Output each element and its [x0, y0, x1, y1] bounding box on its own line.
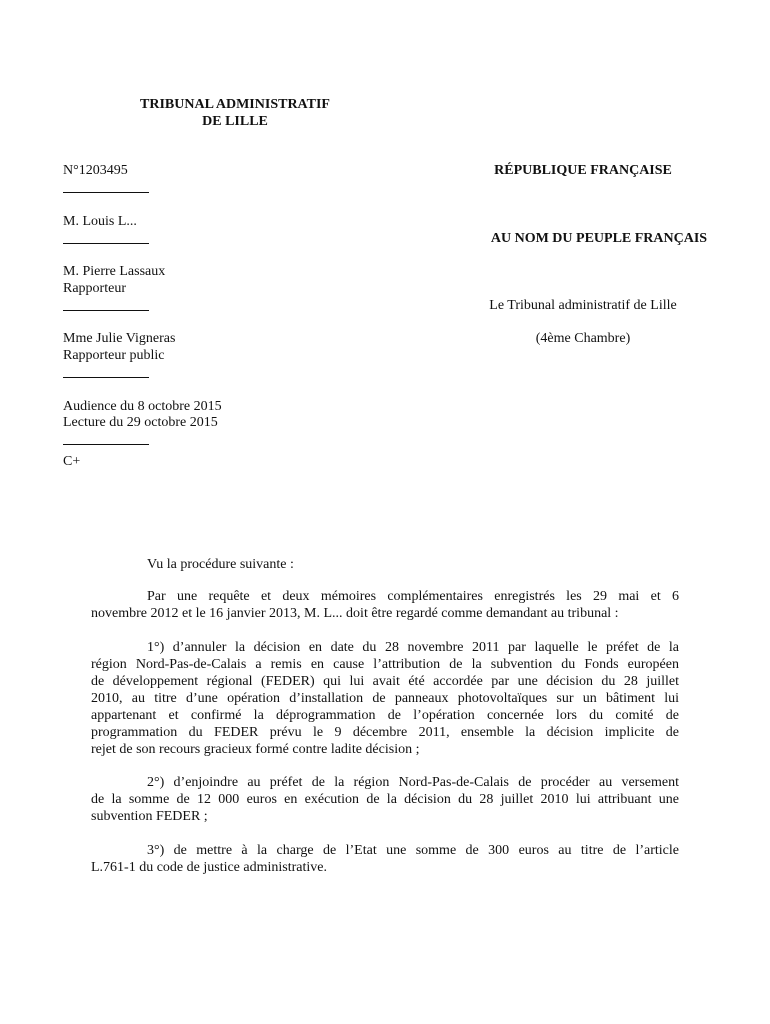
paragraph-line: L.761-1 du code de justice administrative.	[91, 860, 327, 875]
separator-rule	[63, 310, 149, 311]
plaintiff-name: M. Louis L...	[63, 214, 137, 229]
paragraph-costs	[91, 842, 679, 876]
public-rapporteur-role: Rapporteur public	[63, 348, 165, 363]
paragraph-line: programmation du FEDER prévu le 9 décembre 2011, ensemble la décision implicite de	[91, 725, 679, 740]
paragraph-line: région Nord-Pas-de-Calais a remis en cause l’attribution de la subvention du Fonds européen	[91, 657, 679, 672]
separator-rule	[63, 243, 149, 244]
paragraph-request	[91, 588, 679, 622]
rapporteur-name: M. Pierre Lassaux	[63, 264, 166, 279]
paragraph-line: rejet de son recours gracieux formé contre ladite décision ;	[91, 742, 420, 757]
chamber-name: (4ème Chambre)	[535, 331, 631, 346]
paragraph-line: de développement régional (FEDER) qui lui avait été accordée par une décision du 28 juillet	[91, 674, 679, 689]
separator-rule	[63, 377, 149, 378]
court-name-line2: DE LILLE	[202, 114, 268, 129]
paragraph-line: 2010, au titre d’une opération d’installation de panneaux photovoltaïques sur un bâtiment lui	[91, 691, 679, 706]
paragraph-line: 3°) de mettre à la charge de l’Etat une somme de 300 euros au titre de l’article	[147, 843, 679, 858]
paragraph-line: appartenant et confirmé la déprogrammation de l’opération concernée lors du comité de	[91, 708, 679, 723]
paragraph-line: novembre 2012 et le 16 janvier 2013, M. L... doit être regardé comme demandant au tribunal :	[91, 606, 619, 621]
republic-heading: RÉPUBLIQUE FRANÇAISE	[494, 163, 672, 178]
separator-rule	[63, 192, 149, 193]
paragraph-line: de la somme de 12 000 euros en exécution de la décision du 28 juillet 2010 lui attribuant une	[91, 792, 679, 807]
rapporteur-role: Rapporteur	[63, 281, 126, 296]
separator-rule	[63, 444, 149, 445]
tribunal-name: Le Tribunal administratif de Lille	[489, 298, 677, 313]
paragraph-annulment	[91, 639, 679, 758]
paragraph-injunction	[91, 774, 679, 825]
paragraph-line: 2°) d’enjoindre au préfet de la région Nord-Pas-de-Calais de procéder au versement	[147, 775, 679, 790]
paragraph-line: Par une requête et deux mémoires complémentaires enregistrés les 29 mai et 6	[147, 589, 679, 604]
paragraph-line: 1°) d’annuler la décision en date du 28 novembre 2011 par laquelle le préfet de la	[147, 640, 679, 655]
reading-date: Lecture du 29 octobre 2015	[63, 415, 218, 430]
case-number: N°1203495	[63, 163, 128, 178]
hearing-date: Audience du 8 octobre 2015	[63, 399, 222, 414]
procedure-intro: Vu la procédure suivante :	[147, 557, 294, 572]
court-header	[100, 96, 370, 130]
people-heading: AU NOM DU PEUPLE FRANÇAIS	[490, 231, 708, 246]
public-rapporteur-name: Mme Julie Vigneras	[63, 331, 176, 346]
court-name-line1: TRIBUNAL ADMINISTRATIF	[140, 97, 330, 112]
classification-code: C+	[63, 454, 81, 469]
paragraph-line: subvention FEDER ;	[91, 809, 208, 824]
